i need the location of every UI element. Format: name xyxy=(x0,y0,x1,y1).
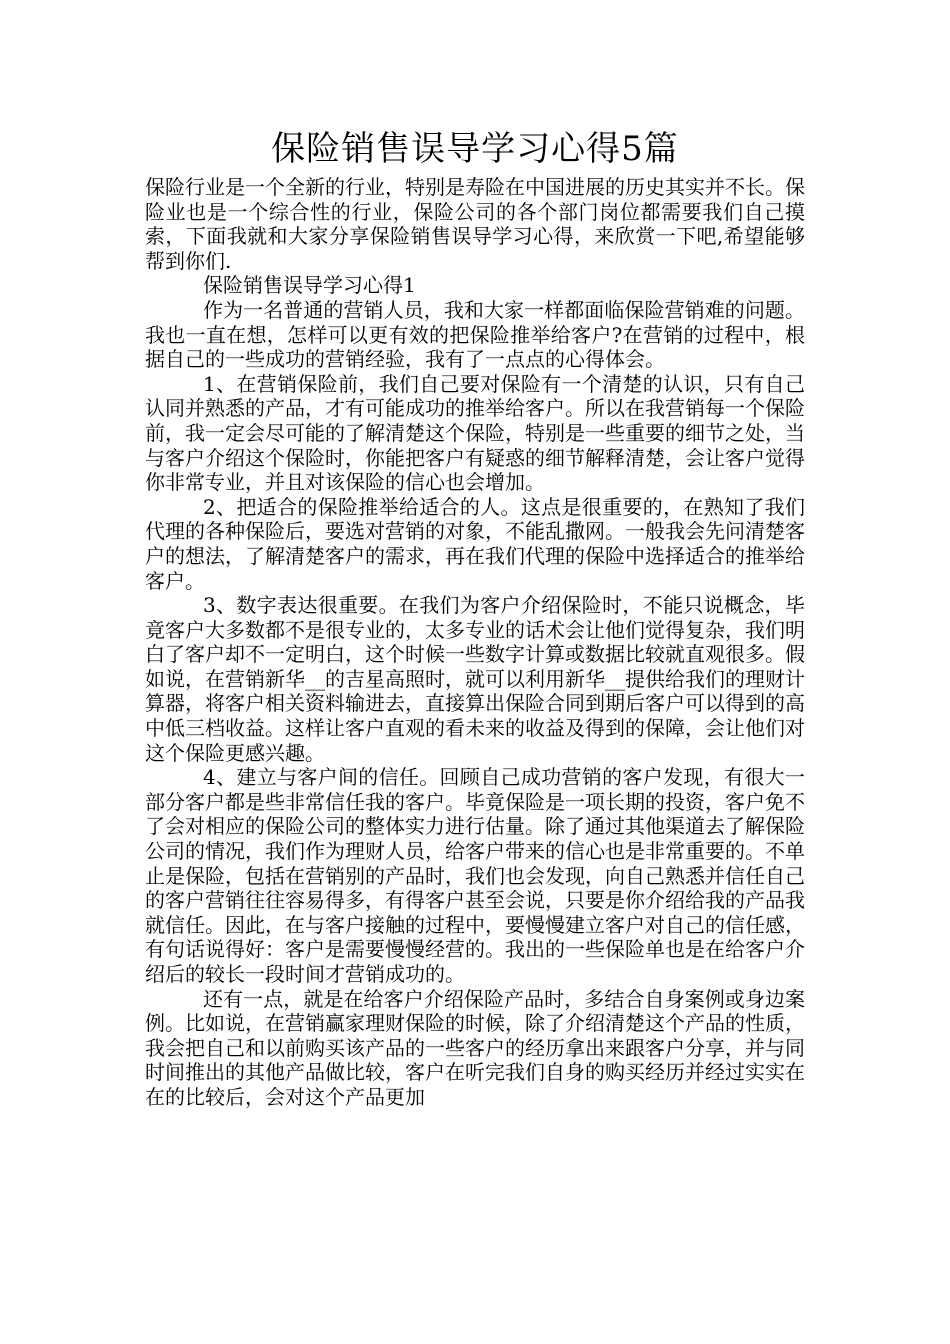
body-paragraph: 4、建立与客户间的信任。回顾自己成功营销的客户发现，有很大一部分客户都是些非常信任我的客户。毕竟保险是一项长期的投资，客户免不了会对相应的保险公司的整体实力进行估量。除了通过其他渠道去了解保险公司的情况，我们作为理财人员，给客户带来的信心也是非常重要的。不单止是保险，包括在营销别的产品时，我们也会发现，向自己熟悉并信任自己的客户营销往往容易得多，有得客户甚至会说，只要是你介绍给我的产品我就信任。因此，在与客户接触的过程中，要慢慢建立客户对自己的信任感，有句话说得好：客户是需要慢慢经营的。我出的一些保险单也是在给客户介绍后的较长一段时间才营销成功的。 xyxy=(145,765,805,986)
document-body xyxy=(145,175,805,1110)
body-paragraph: 还有一点，就是在给客户介绍保险产品时，多结合自身案例或身边案例。比如说，在营销赢家理财保险的时候，除了介绍清楚这个产品的性质，我会把自己和以前购买该产品的一些客户的经历拿出来跟客户分享，并与同时间推出的其他产品做比较，客户在听完我们自身的购买经历并经过实实在在的比较后，会对这个产品更加 xyxy=(145,986,805,1109)
body-paragraph: 2、把适合的保险推举给适合的人。这点是很重要的，在熟知了我们代理的各种保险后，要选对营销的对象，不能乱撒网。一般我会先问清楚客户的想法，了解清楚客户的需求，再在我们代理的保险中选择适合的推举给客户。 xyxy=(145,494,805,593)
body-paragraph: 3、数字表达很重要。在我们为客户介绍保险时，不能只说概念，毕竟客户大多数都不是很专业的，太多专业的话术会让他们觉得复杂，我们明白了客户却不一定明白，这个时候一些数字计算或数据比较就直观很多。假如说，在营销新华__的吉星高照时，就可以利用新华__提供给我们的理财计算器，将客户相关资料输进去，直接算出保险合同到期后客户可以得到的高中低三档收益。这样让客户直观的看未来的收益及得到的保障，会让他们对这个保险更感兴趣。 xyxy=(145,593,805,765)
body-paragraph: 作为一名普通的营销人员，我和大家一样都面临保险营销难的问题。我也一直在想，怎样可以更有效的把保险推举给客户?在营销的过程中，根据自己的一些成功的营销经验，我有了一点点的心得体会。 xyxy=(145,297,805,372)
intro-paragraph: 保险行业是一个全新的行业，特别是寿险在中国进展的历史其实并不长。保险业也是一个综合性的行业，保险公司的各个部门岗位都需要我们自己摸索，下面我就和大家分享保险销售误导学习心得，来欣赏一下吧,希望能够帮到你们. xyxy=(145,175,805,273)
document-title: 保险销售误导学习心得5篇 xyxy=(271,129,679,169)
section-heading: 保险销售误导学习心得1 xyxy=(203,273,416,298)
body-paragraph: 1、在营销保险前，我们自己要对保险有一个清楚的认识，只有自己认同并熟悉的产品，才有可能成功的推举给客户。所以在我营销每一个保险前，我一定会尽可能的了解清楚这个保险，特别是一些重要的细节之处，当与客户介绍这个保险时，你能把客户有疑惑的细节解释清楚，会让客户觉得你非常专业，并且对该保险的信心也会增加。 xyxy=(145,371,805,495)
